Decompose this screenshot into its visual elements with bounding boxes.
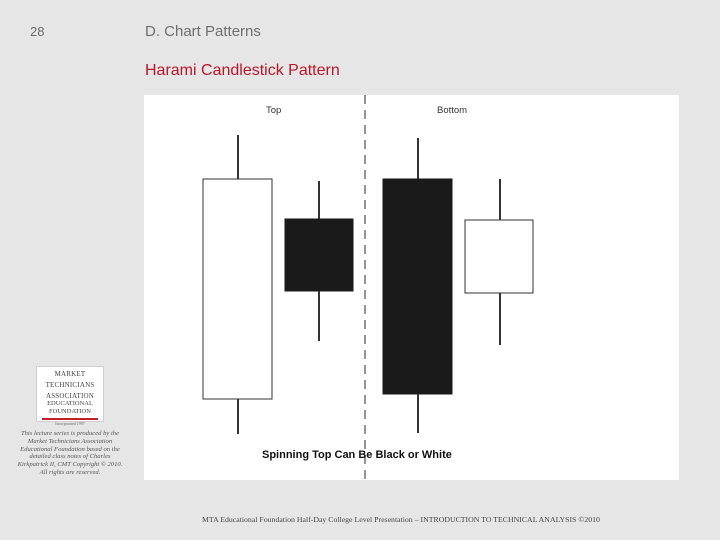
figure-caption: Spinning Top Can Be Black or White [262,449,452,461]
candle-body [285,219,353,291]
candlestick-diagram [144,95,679,480]
logo-line: TECHNICIANS [45,381,95,389]
logo-line: MARKET [54,370,86,378]
top-large-white-candle [203,135,272,434]
logo-subtext: Incorporated 1997 [55,421,85,426]
slide-title: Harami Candlestick Pattern [145,62,340,79]
top-label: Top [266,105,282,116]
candle-body [465,220,533,293]
bottom-label: Bottom [437,105,468,116]
candle-body [203,179,272,399]
footer-text: MTA Educational Foundation Half-Day College Level Presentation – INTRODUCTION TO TECHNICAL ANALYSIS ©2010 [202,515,600,524]
copyright-notice: This lecture series is produced by the Market Technicians Association Educational Foundation based on the detailed class notes of Charles Kirkpatrick II, CMT Copyright © 2010. All rights are reserved. [17,430,123,476]
top-small-black-candle [285,181,353,341]
section-title: D. Chart Patterns [145,23,261,40]
candle-body [383,179,452,394]
slide-number: 28 [30,24,45,39]
logo-rule [42,418,98,420]
harami-pattern-figure [144,95,679,480]
logo-line: EDUCATIONAL [47,400,93,407]
bottom-large-black-candle [383,138,452,433]
logo-line: FOUNDATION [49,408,91,415]
mta-educational-foundation-logo [36,366,104,426]
bottom-small-white-candle [465,179,533,345]
logo-line: ASSOCIATION [45,392,95,400]
